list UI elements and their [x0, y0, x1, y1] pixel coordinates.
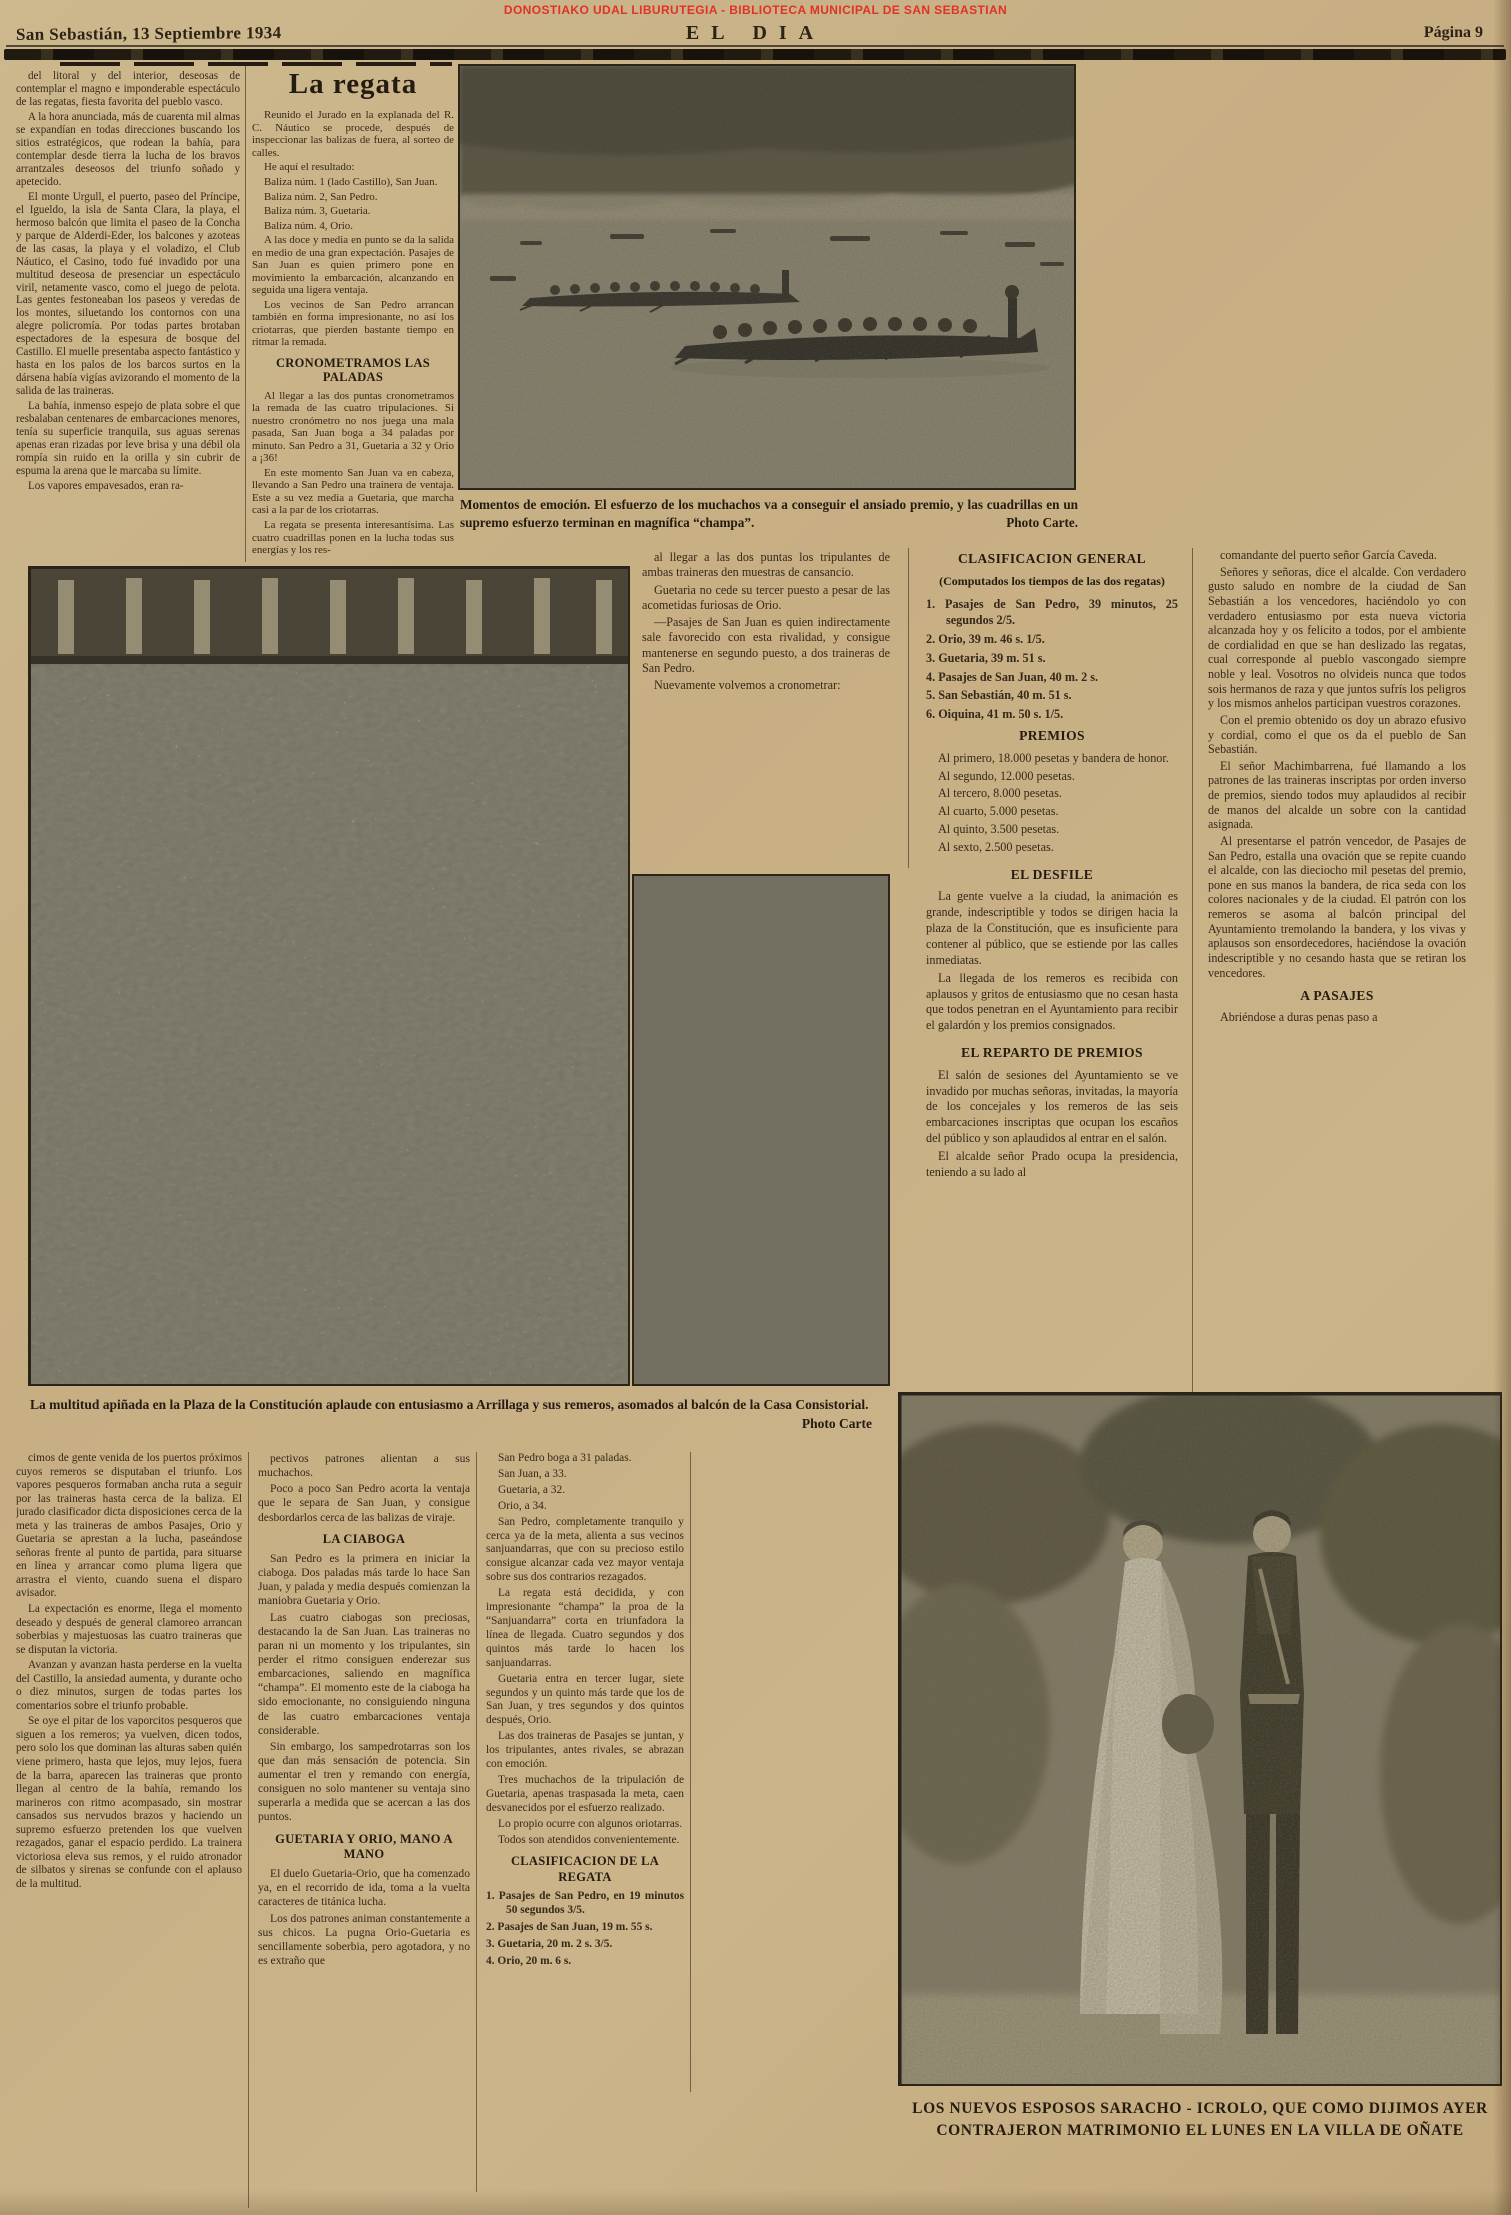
library-stamp: DONOSTIAKO UDAL LIBURUTEGIA - BIBLIOTECA MUNICIPAL DE SAN SEBASTIAN: [503, 3, 1008, 17]
masthead-date: San Sebastián, 13 Septiembre 1934: [15, 23, 282, 44]
paragraph: La gente vuelve a la ciudad, la animación es grande, indescriptible y todos se dirigen hacia la plaza de la Constitución, que es insuficiente para contener al público, que se estiende por las calles inmediatas.: [926, 889, 1178, 967]
paragraph: Al quinto, 3.500 pesetas.: [938, 822, 1060, 837]
regatta-photo-art: [460, 66, 1076, 490]
page-number: Página 9: [1423, 24, 1483, 41]
regata-body-1: [252, 109, 454, 349]
paragraph: 1. Pasajes de San Pedro, en 19 minutos 50 segundos 3/5.: [486, 1889, 684, 1916]
reparto-head: EL REPARTO DE PREMIOS: [961, 1045, 1143, 1061]
wedding-photo-art: [900, 1394, 1502, 2086]
clasificacion-regata-head: CLASIFICACION DE LA REGATA: [510, 1854, 660, 1884]
paragraph: —Pasajes de San Juan es quien indirectamente sale favorecido con esta rivalidad, y consigue mantenerse en segundo puesto, a dos traineras de San Pedro.: [642, 615, 890, 675]
paragraph: Señores y señoras, dice el alcalde. Con verdadero gusto saludo en nombre de la ciudad de San Sebastián a los vencedores, haciéndolo yo con verdadero entusiasmo por esta nueva victoria alcanzada hoy y os felicito a todos, por el ambiente de cordialidad en que se han deslizado las regatas, cual corresponde al pueblo vascongado siempre noble y leal. Vosotros no olvideis nunca que todos sois hermanos de raza y que juntos sufrís los peligros y los mismos anhelos participan vuestros corazones.: [1208, 564, 1466, 711]
paragraph: 2. Pasajes de San Juan, 19 m. 55 s.: [486, 1920, 653, 1933]
paragraph: El salón de sesiones del Ayuntamiento se ve invadido por muchas señoras, invitadas, la mayoría de los concejales y los remeros de las seis embarcaciones inscriptas que ocupan los escaños del público y son aplaudidos al entrar en el salón.: [926, 1067, 1178, 1146]
column-rule: [245, 66, 246, 562]
paragraph: Tres muchachos de la tripulación de Guetaria, apenas traspasada la meta, caen desvanecidos por el esfuerzo realizado.: [486, 1773, 684, 1814]
crowd-photo-caption: [30, 1396, 872, 1434]
crowd-photo-art: [30, 568, 630, 1386]
newspaper-title: EL DIA: [685, 22, 826, 44]
paragraph: Con el premio obtenido os doy un abrazo efusivo y cordial, como el que os da el pueblo de San Sebastián.: [1208, 712, 1466, 757]
page-edge-shadow: [1493, 0, 1511, 2215]
paragraph: Al primero, 18.000 pesetas y bandera de honor.: [938, 750, 1169, 765]
col-e-body-2: [258, 1552, 470, 1825]
guetaria-orio-subhead: GUETARIA Y ORIO, MANO A MANO: [275, 1831, 453, 1861]
paragraph: El duelo Guetaria-Orio, que ha comenzado ya, en el recorrido de ida, toma a la vuelta caracteres de titánica lucha.: [258, 1867, 470, 1909]
column-rule: [248, 1452, 249, 2208]
paragraph: Poco a poco San Pedro acorta la ventaja que le separa de San Juan, y consigue desbordarlos cerca de las balizas de viraje.: [258, 1482, 470, 1524]
paragraph: La expectación es enorme, llega el momento deseado y después de general clamoreo arrancan soberbias y majestuosas las cuatro traineras que se disputan la victoria.: [16, 1603, 242, 1656]
page-bottom-shadow: [0, 2189, 1511, 2215]
paragraph: El monte Urgull, el puerto, paseo del Príncipe, el Igueldo, la isla de Santa Clara, la playa, el hermoso balcón que limita el paseo de la Concha y parque de Alderdi-Eder, los balcones y azoteas de las casas, la playa y el voladizo, el Club Náutico, el Casino, todo fué invadido por una multitud deseosa de presenciar un espectáculo viril, netamente vasco, como el juego de pelota. Las gentes festoneaban los paseos y veredas de los montes, siluetando los contornos con una alegre policromía. Por todas partes brotaban espectadores de la espesura de bosque del Castillo. El muelle presentaba aspecto fantástico y hasta en los palos de los barcos surtos en la dársena había vigías avizorando el momento de la salida de las traineras.: [16, 190, 240, 398]
speech-body: [1208, 548, 1466, 980]
masthead-rule-band: [4, 49, 1506, 60]
regatta-photo: [458, 64, 1076, 490]
column-rule: [690, 1452, 691, 2092]
regata-headline: La regata: [288, 68, 418, 100]
clasificacion-regata-list: [486, 1890, 684, 1969]
paragraph: 5. San Sebastián, 40 m. 51 s.: [926, 688, 1072, 703]
paragraph: Al cuarto, 5.000 pesetas.: [938, 804, 1059, 819]
premios-list: [926, 751, 1178, 856]
crowd-photo: [28, 566, 630, 1386]
a-pasajes-head: A PASAJES: [1300, 988, 1374, 1004]
crowd-caption-text: La multitud apiñada en la Plaza de la Constitución aplaude con entusiasmo a Arrillaga y sus remeros, asomados al balcón de la Casa Consistorial.: [30, 1397, 869, 1412]
article-column-regata: [252, 66, 454, 564]
paragraph: La bahía, inmenso espejo de plata sobre el que resbalaban centenares de embarcaciones menores, tenía su superficie tranquila, sus aguas serenas apenas eran rizadas por leve brisa y una débil ola rompía sin ruido en la orilla y sin cubrir de espuma la arena que le marcaba su límite.: [16, 400, 240, 478]
paragraph: Nuevamente volvemos a cronometrar:: [654, 678, 841, 692]
regatta-caption-text: Momentos de emoción. El esfuerzo de los muchachos va a conseguir el ansiado premio, y las cuadrillas en un supremo esfuerzo terminan en magnífica “champa”.: [460, 497, 1078, 530]
paragraph: Al presentarse el patrón vencedor, de Pasajes de San Pedro, estalla una ovación que se repite cuando el alcalde, con las dieciocho mil pesetas del premio, pone en sus manos la bandera, de rica seda con los colores nacionales y de la ciudad. El patrón con los remeros se asoma al balcón principal del Ayuntamiento tremolando la bandera, y los vivas y aplausos son ensordecedores, haciéndose la ovación indescriptible y no cesando hasta que se retiran los vencedores.: [1208, 833, 1466, 980]
reparto-body: [926, 1068, 1178, 1181]
paragraph: 4. Orio, 20 m. 6 s.: [486, 1954, 572, 1967]
crowd-photo-extension: [632, 874, 890, 1386]
article-column-a: [642, 550, 890, 868]
paragraph: 3. Guetaria, 39 m. 51 s.: [926, 650, 1046, 665]
paragraph: Lo propio ocurre con algunos oriotarras.: [498, 1817, 683, 1830]
col-f-body: [486, 1452, 684, 1847]
paragraph: 3. Guetaria, 20 m. 2 s. 3/5.: [486, 1937, 613, 1950]
premios-head: PREMIOS: [1019, 728, 1085, 744]
paragraph: 4. Pasajes de San Juan, 40 m. 2 s.: [926, 669, 1098, 684]
paragraph: He aquí el resultado:: [264, 161, 355, 174]
paragraph: Guetaria no cede su tercer puesto a pesar de las acometidas furiosas de Orio.: [642, 582, 890, 612]
regatta-caption-credit: Photo Carte.: [1006, 514, 1078, 530]
article-column-d: [16, 1452, 242, 2210]
clasificacion-general-sub: (Computados los tiempos de las dos regatas): [939, 573, 1165, 588]
paragraph: Baliza núm. 1 (lado Castillo), San Juan.: [264, 176, 438, 188]
col-e-body-3: [258, 1867, 470, 1968]
clasificacion-general-list: [926, 597, 1178, 723]
paragraph: Baliza núm. 4, Orio.: [264, 219, 353, 232]
paragraph: Reunido el Jurado en la explanada del R. C. Náutico se procede, después de inspeccionar las balizas de fuera, al sorteo de calles.: [252, 109, 454, 159]
desfile-body: [926, 889, 1178, 1034]
paragraph: Al segundo, 12.000 pesetas.: [938, 768, 1075, 783]
paragraph: Todos son atendidos convenientemente.: [498, 1833, 680, 1846]
paragraph: Las cuatro ciabogas son preciosas, destacando la de San Juan. Las traineras no paran ni un momento y los tripulantes, sin perder el ritmo consiguen enderezar sus embarcaciones, saliendo en magnífica “champa”. El momento este de la ciaboga ha sido emocionante, no consiguiendo ninguna de las cuatro embarcaciones ventaja considerable.: [258, 1610, 470, 1737]
cronometramos-subhead: CRONOMETRAMOS LAS PALADAS: [275, 355, 431, 385]
ciaboga-subhead: LA CIABOGA: [322, 1531, 406, 1546]
paragraph: San Pedro boga a 31 paladas.: [498, 1452, 632, 1464]
paragraph: Los vapores empavesados, eran ra-: [28, 480, 184, 493]
crowd-caption-credit: Photo Carte: [801, 1415, 872, 1431]
column-rule: [476, 1452, 477, 2192]
paragraph: Guetaria entra en tercer lugar, siete segundos y un quinto más tarde que los de San Juan, y tres segundos y dos quintos después, Orio.: [486, 1672, 684, 1727]
article-column-speech: [1208, 548, 1466, 1356]
paragraph: San Pedro, completamente tranquilo y cerca ya de la meta, alienta a sus vecinos sanjuandarras, que con su precioso estilo consigue alcanzar cada vez mayor ventaja sobre sus dos contrarios rezagados.: [486, 1515, 684, 1584]
paragraph: Baliza núm. 2, San Pedro.: [264, 190, 378, 203]
paragraph: Orio, a 34.: [498, 1499, 547, 1512]
desfile-head: EL DESFILE: [1010, 866, 1094, 882]
regata-body-2: [252, 390, 454, 557]
paragraph: A la hora anunciada, más de cuarenta mil almas se expandían en todas direcciones buscando los sitios estratégicos, que rodean la bahía, para contemplar desde tierra la lucha de los bravos arrantzales deseosos del triunfo soñado y apetecido.: [16, 110, 240, 188]
paragraph: pectivos patrones alientan a sus muchachos.: [258, 1452, 470, 1480]
paragraph: Los vecinos de San Pedro arrancan también en forma impresionante, no así los criotarras, que pierden bastante tiempo en ritmar la remada.: [252, 298, 454, 349]
article-column-1: [16, 70, 240, 564]
paragraph: La regata se presenta interesantísima. Las cuatro cuadrillas ponen en la lucha todas sus energías y los res-: [252, 518, 454, 557]
paragraph: El señor Machimbarrena, fué llamando a los patrones de las traineras inscriptas por orden inverso de premios, siendo todos muy aplaudidos al recibir de manos del alcalde un sobre con la cantidad asignada.: [1208, 758, 1466, 832]
article-column-f: [486, 1452, 684, 2212]
wedding-photo: [898, 1392, 1502, 2086]
wedding-photo-caption: LOS NUEVOS ESPOSOS SARACHO - ICROLO, QUE COMO DIJIMOS AYER CONTRAJERON MATRIMONIO EL LUNES EN LA VILLA DE OÑATE: [912, 2100, 1488, 2140]
paragraph: cimos de gente venida de los puertos próximos cuyos remeros se disputaban el triunfo. Los vapores pesqueros formaban ancha ruta a seguir por las traineras hasta cerca de la baliza. El jurado clasificador dicta disposiciones cerca de la meta y las traineras de ambos Pasajes, Orio y Guetaria se aprestan a la lucha, paseándose señoras frente al punto de partida, para situarse en línea y arrancar como pluma ligera que arrastra el viento, cuando suena el disparo avisador.: [16, 1452, 242, 1600]
paragraph: Sin embargo, los sampedrotarras son los que dan más sensación de potencia. Sin aumentar el tren y remando con energía, consiguen no solo mantener su ventaja sino superarla a medida que se acercan a las dos puntos.: [258, 1739, 470, 1824]
paragraph: del litoral y del interior, deseosas de contemplar el magno e imponderable espectáculo de las regatas, fiesta favorita del pueblo vasco.: [16, 70, 240, 108]
paragraph: 6. Oiquina, 41 m. 50 s. 1/5.: [926, 707, 1064, 722]
paragraph: Se oye el pitar de los vaporcitos pesqueros que siguen a los remeros; ya vuelven, dicen todos, pero solo los que dominan las alturas saben quién viene primero, hasta que lejos, muy lejos, fuera de la barra, aparecen las traineras que pronto llegan al centro de la bahía, remando los marineros con ritmo acompasado, sin mostrar cansados sus nervudos brazos y haciendo un supremo esfuerzo pretenden los que vuelven rezagados, ganar el espacio perdido. La trainera victoriosa eleva sus remos, y el ruido atronador de silbatos y sirenas se confunde con el aplauso de la multitud.: [16, 1715, 242, 1890]
paragraph: La regata está decidida, y con impresionante “champa” la proa de la “Sanjuandarra” corta en triunfadora la línea de llegada. Cuatro segundos y dos quintos más tarde lo hacen los sanjuandarras.: [486, 1587, 684, 1669]
paragraph: San Juan, a 33.: [498, 1467, 567, 1480]
regatta-photo-caption: [460, 496, 1078, 532]
article-column-e: [258, 1452, 470, 2210]
paragraph: Al llegar a las dos puntas cronometramos la remada de las cuatro tripulaciones. Si nuestro cronómetro no nos juega una mala pasada, San Juan boga a 34 paladas por minuto. San Pedro a 31, Guetaria a 32 y Orio a ¡36!: [252, 389, 454, 465]
paragraph: Guetaria, a 32.: [498, 1483, 566, 1496]
paragraph: Las dos traineras de Pasajes se juntan, y los tripulantes, antes rivales, se abrazan con emoción.: [486, 1730, 684, 1771]
paragraph: Al tercero, 8.000 pesetas.: [938, 786, 1062, 801]
paragraph: La llegada de los remeros es recibida con aplausos y gritos de entusiasmo que no cesan hasta que todos penetran en el Ayuntamiento para recibir el galardón y los premios consignados.: [926, 970, 1178, 1033]
paragraph: Baliza núm. 3, Guetaria.: [264, 205, 371, 218]
paragraph: Los dos patrones animan constantemente a sus chicos. La pugna Orio-Guetaria es sencillamente soberbia, pero agotadora, y no es extraño que: [258, 1911, 470, 1967]
a-pasajes-body: Abriéndose a duras penas paso a: [1220, 1010, 1378, 1025]
paragraph: Avanzan y avanzan hasta perderse en la vuelta del Castillo, la ansiedad aumenta, y durante ocho o diez minutos, surgen de todas partes los comentarios sobre el triunfo probable.: [16, 1659, 242, 1712]
clasificacion-general-head: CLASIFICACION GENERAL: [957, 551, 1147, 566]
paragraph: San Pedro es la primera en iniciar la ciaboga. Dos paladas más tarde lo hace San Juan, y palada y media después comienzan la maniobra Guetaria y Orio.: [258, 1551, 470, 1608]
paragraph: al llegar a las dos puntas los tripulantes de ambas traineras den muestras de cansancio.: [642, 550, 890, 580]
crowd-photo-extension-art: [634, 876, 890, 1386]
paragraph: El alcalde señor Prado ocupa la presidencia, teniendo a su lado al: [926, 1148, 1178, 1179]
column-rule: [908, 548, 909, 868]
col-e-body-1: [258, 1452, 470, 1525]
column-rule: [1192, 548, 1193, 1393]
paragraph: 1. Pasajes de San Pedro, 39 minutos, 25 segundos 2/5.: [926, 597, 1178, 627]
article-column-classification: [926, 548, 1178, 1396]
paragraph: En este momento San Juan va en cabeza, llevando a San Pedro una trainera de ventaja. Este a su vez media a Guetaria, que marcha casi a la par de los criotarras.: [252, 466, 454, 517]
paragraph: Al sexto, 2.500 pesetas.: [938, 840, 1054, 854]
paragraph: 2. Orio, 39 m. 46 s. 1/5.: [926, 631, 1045, 646]
paragraph: A las doce y media en punto se da la salida en medio de una gran expectación. Pasajes de San Juan es quien primero pone en movimiento la embarcación, alcanzando en seguida una ligera ventaja.: [252, 234, 454, 297]
masthead-rule-thin: [6, 45, 1504, 47]
paragraph: comandante del puerto señor García Caveda.: [1220, 548, 1437, 562]
